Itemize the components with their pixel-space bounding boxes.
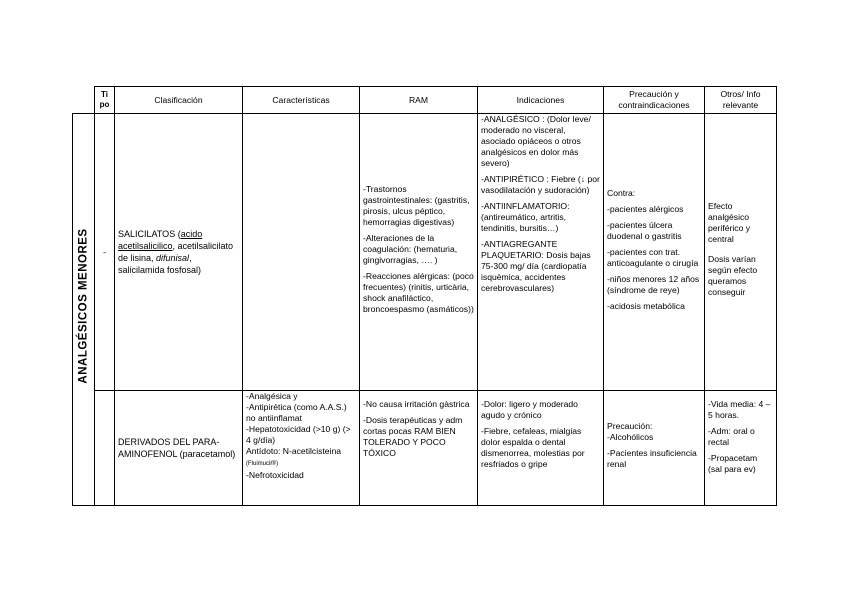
header-indicaciones: Indicaciones <box>478 87 604 114</box>
antidoto-brand: (Fluimucil®) <box>246 461 279 467</box>
ram-salicilatos <box>360 114 478 391</box>
precaucion-item: -acidosis metabólica <box>607 300 685 311</box>
caract-item: -Hepatotoxicidad (>10 g) (> 4 g/día) <box>246 424 351 445</box>
ram-item: -Reacciones alérgicas: (poco frecuentes) (rinitis, urticària, shock anafiláctico, broncoespasmo (asmáticos)) <box>363 271 474 314</box>
indicaciones-paracetamol <box>478 391 604 506</box>
caracteristicas-salicilatos <box>243 114 360 391</box>
indicacion-item: -ANTIPIRÉTICO : Fiebre (↓ por vasodilatación y sudoración) <box>481 174 600 195</box>
indicaciones-salicilatos <box>478 114 604 391</box>
precaucion-salicilatos <box>604 114 705 391</box>
tipo-cell: - <box>95 114 115 391</box>
indicacion-item: -ANALGÉSICO : (Dolor leve/ moderado no visceral, asociado opiáceos o otros analgésicos en dolor más severo) <box>481 114 591 168</box>
clas-text-italic: difunisal <box>156 253 190 263</box>
precaucion-item: Precaución: <box>607 421 653 431</box>
otros-item: -Adm: oral o rectal <box>708 426 755 447</box>
otros-item: Efecto analgésico periférico y central <box>708 201 751 244</box>
clas-text-post: , salicilamida fosfosal) <box>118 253 202 275</box>
header-otros: Otros/ Info relevante <box>705 87 777 114</box>
caract-item: -Nefrotoxicidad <box>246 470 304 480</box>
indicacion-item: -ANTIINFLAMATORIO: (antireumático, artritis, tendinitis, bursitis…) <box>481 201 570 233</box>
precaucion-item: -Pacientes insuficiencia renal <box>607 448 697 469</box>
otros-item: -Propacetam (sal para ev) <box>708 453 758 474</box>
header-ram: RAM <box>360 87 478 114</box>
header-clasificacion: Clasificación <box>115 87 243 114</box>
caracteristicas-paracetamol <box>243 391 360 506</box>
header-caracteristicas: Características <box>243 87 360 114</box>
ram-item: -No causa irritación gàstrica <box>363 399 470 409</box>
antidoto-text: Antídoto: N-acetilcisteina <box>246 446 342 456</box>
precaucion-item: -pacientes úlcera duodenal o gastritis <box>607 219 682 241</box>
caract-item: -Antipirética (como A.A.S.) no antiinflamat <box>246 402 347 423</box>
otros-paracetamol <box>705 391 777 506</box>
table-row-salicilatos <box>73 114 777 391</box>
header-row <box>73 87 777 114</box>
clasificacion-salicilatos <box>115 114 243 391</box>
header-tipo-label: Ti po <box>99 90 110 109</box>
ram-item: -Trastornos gastrointestinales: (gastritis, pirosis, ulcus péptico, hemorragias digestivas) <box>363 184 470 227</box>
precaucion-item: -Alcohólicos <box>607 432 654 442</box>
precaucion-paracetamol <box>604 391 705 506</box>
precaucion-item: -pacientes con trat. anticoagulante o cirugía <box>607 246 699 268</box>
precaucion-item: -pacientes alérgicos <box>607 203 684 214</box>
header-precaucion: Precaución y contraindicaciones <box>604 87 705 114</box>
otros-salicilatos <box>705 114 777 391</box>
clas-text-mid: , acetilsalicilato de lisina, <box>118 241 234 263</box>
otros-item: -Vida media: 4 – 5 horas. <box>708 399 771 420</box>
otros-item: Dosis varían según efecto queramos conseguir <box>708 254 758 297</box>
clas-text-underlined: acido acetilsalicilico <box>118 229 203 251</box>
group-label: ANALGÉSICOS MENORES <box>77 228 89 384</box>
caract-item-antidoto <box>246 446 356 470</box>
table-row-paracetamol <box>73 391 777 506</box>
drug-table <box>72 86 777 506</box>
ram-paracetamol <box>360 391 478 506</box>
group-label-cell <box>73 114 95 506</box>
header-tipo <box>95 87 115 114</box>
precaucion-item: Contra: <box>607 187 636 198</box>
precaucion-item: -niños menores 12 años (síndrome de reye) <box>607 273 700 295</box>
ram-item: -Dosis terapéuticas y adm cortas pocas RAM BIEN TOLERADO Y POCO TÓXICO <box>363 415 463 458</box>
tipo-cell-paracetamol <box>95 391 115 506</box>
caract-item: -Analgésica y <box>246 391 298 401</box>
indicacion-item: -Dolor: ligero y moderado agudo y crónico <box>481 399 578 420</box>
header-corner <box>73 87 95 114</box>
indicacion-item: -ANTIAGREGANTE PLAQUETARIO: Dosis bajas 75-300 mg/ día (cardiopatía isquèmica, accidentes cerebrovasculares) <box>481 239 591 293</box>
clas-text-pre: SALICILATOS ( <box>118 229 181 239</box>
ram-item: -Alteraciones de la coagulación: (hematuria, gingivorragias, …. ) <box>363 233 458 265</box>
indicacion-item: -Fiebre, cefaleas, mialgias dolor espalda o dental dismenorrea, molestias por resfriados o gripe <box>481 426 585 469</box>
clasificacion-paracetamol: DERIVADOS DEL PARA-AMINOFENOL (paracetamol) <box>115 391 243 506</box>
